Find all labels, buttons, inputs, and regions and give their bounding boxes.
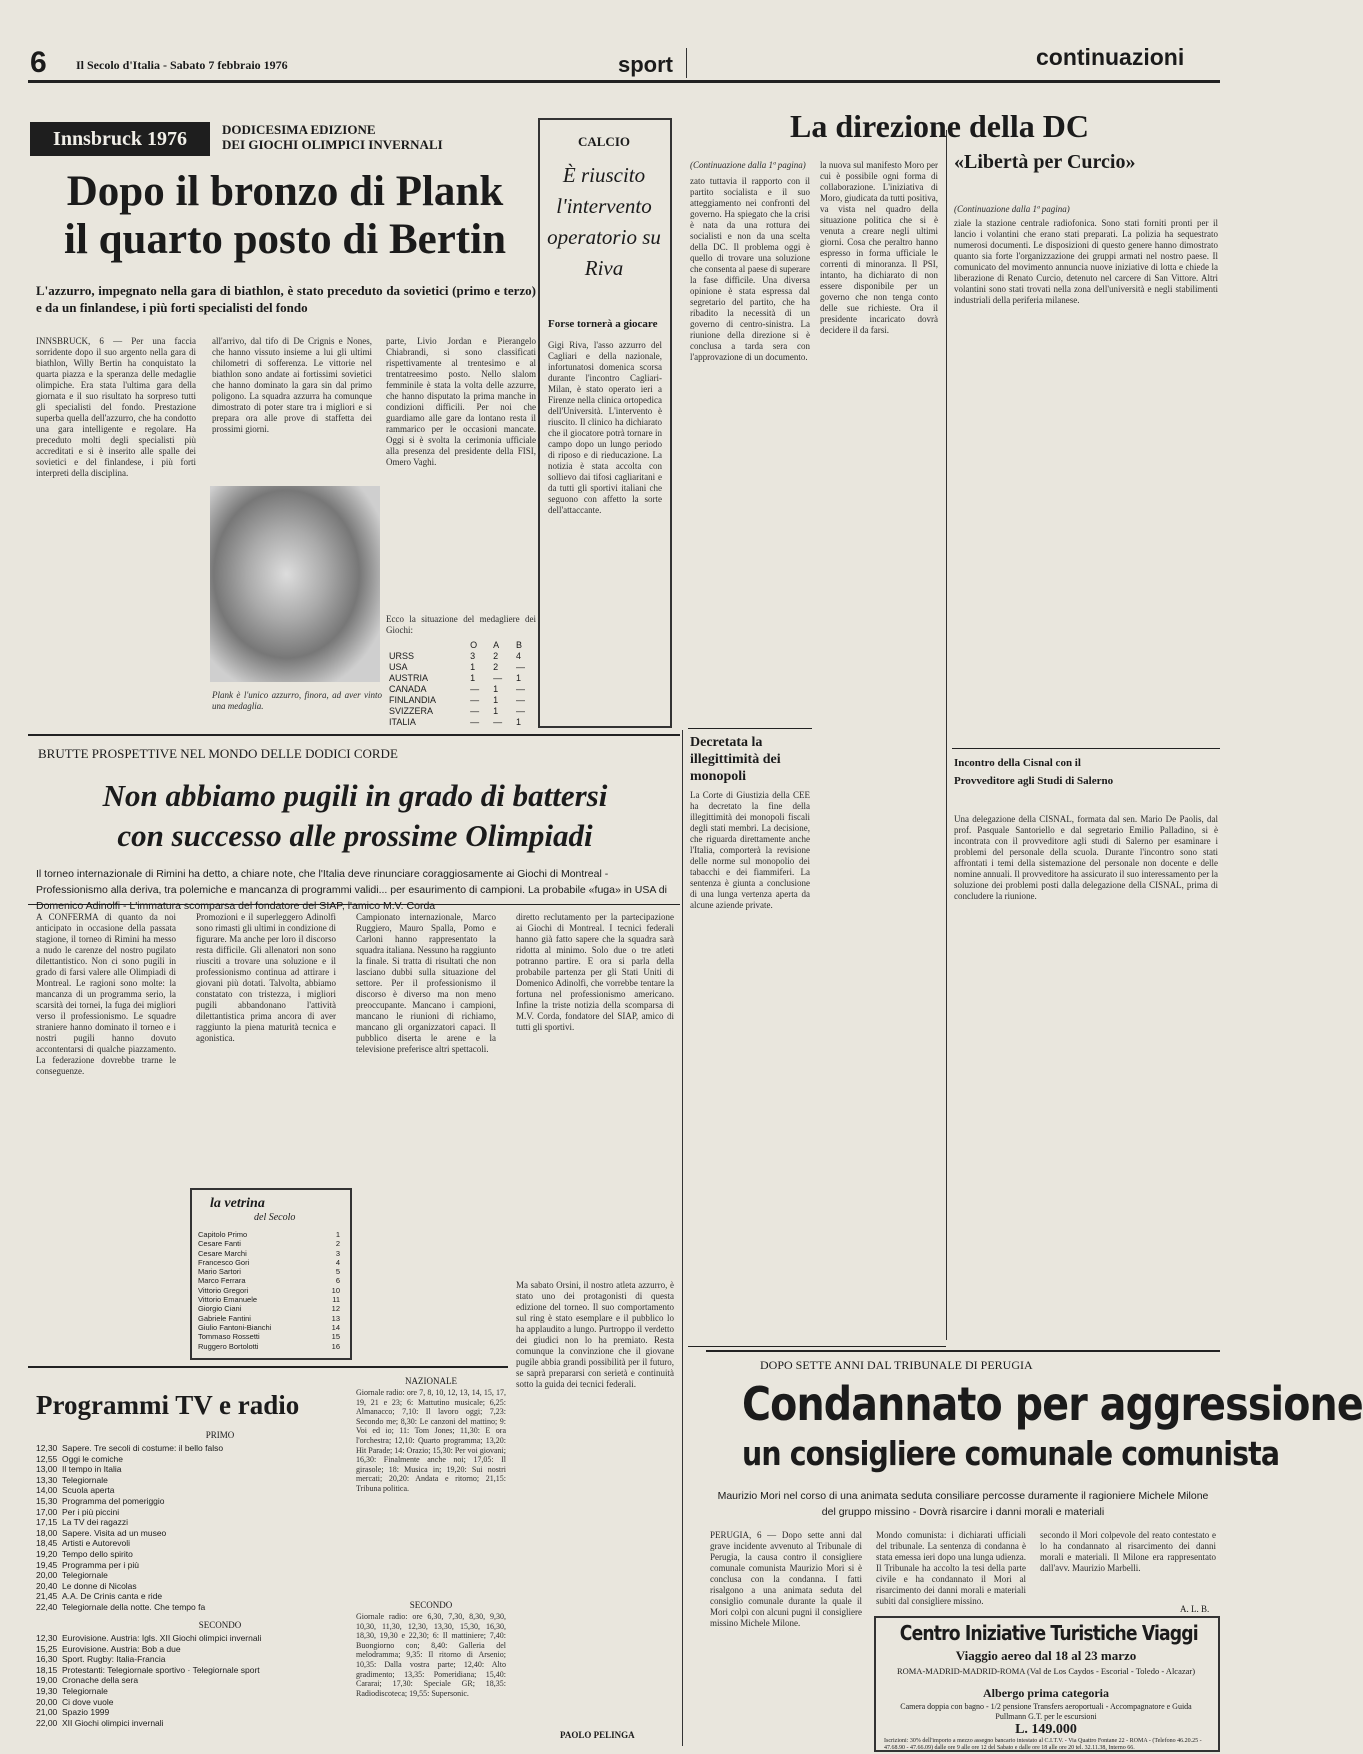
medal-gold: — <box>470 684 480 694</box>
tv-time: 19,20 <box>36 1548 58 1559</box>
tv-program: Eurovisione. Austria: Igls. XII Giochi olimpici invernali <box>62 1633 262 1643</box>
vetrina-item-rank: 11 <box>332 1295 340 1305</box>
tv-time: 13,00 <box>36 1464 58 1475</box>
tv-program: Tempo dello spirito <box>62 1548 133 1559</box>
medal-bronze: — <box>516 706 526 716</box>
medal-bronze: 1 <box>516 717 522 727</box>
section-continuazioni: continuazioni <box>1036 44 1185 70</box>
ad-title: Centro Iniziative Turistiche Viaggi <box>899 1621 1198 1645</box>
edition-line-2: DEI GIOCHI OLIMPICI INVERNALI <box>222 137 443 152</box>
innsbruck-col-3: parte, Livio Jordan e Pierangelo Chiabrandi, si sono classificati rispettivamente al trentesimo e al trentatreesimo posto. Nello slalom femminile è stata la volta delle azzurre, che hanno disputato la prima manche in condizioni difficili. Per noi che guardiamo alle gare da lontano resta il rammarico per le occasioni mancate. Oggi si è svolta la cerimonia ufficiale alla presenza del presidente della FISI, Omero Vaghi. <box>386 336 536 467</box>
vetrina-item <box>198 1276 340 1285</box>
tv-program: Telegiornale <box>62 1570 108 1581</box>
tv-program: Scuola aperta <box>62 1485 115 1496</box>
innsbruck-edition <box>222 122 443 152</box>
vetrina-item <box>198 1258 340 1267</box>
cisnal-rule <box>952 748 1220 749</box>
medal-row <box>386 717 536 728</box>
innsbruck-subhead: L'azzurro, impegnato nella gara di biathlon, è stato preceduto da sovietici (primo e terzo) e da un finlandese, i più forti specialisti del fondo <box>36 283 536 315</box>
tv-time: 22,00 <box>36 1717 58 1728</box>
medal-row <box>386 673 536 684</box>
photo-caption: Plank è l'unico azzurro, finora, ad aver vinto una medaglia. <box>212 690 382 711</box>
orsini-body: Ma sabato Orsini, il nostro atleta azzurro, è stato uno dei protagonisti di questa edizione del torneo. Il suo comportamento sul ring è stato esemplare e il pubblico lo ha applaudito a lungo. Purtroppo il verdetto dei giudici non lo ha premiato. Resta comunque la convinzione che il giovane pugile abbia grandi possibilità per il futuro, se saprà prepararsi con serietà e continuità sotto la guida dei tecnici federali. <box>516 1280 674 1389</box>
vetrina-item-rank: 16 <box>331 1341 340 1351</box>
vetrina-item <box>198 1286 340 1295</box>
medal-bronze: — <box>516 684 526 694</box>
tv-time: 12,30 <box>36 1633 58 1643</box>
tv-time: 12,30 <box>36 1443 58 1453</box>
paper-date: Il Secolo d'Italia - Sabato 7 febbraio 1976 <box>76 58 288 72</box>
tv-row <box>36 1591 326 1602</box>
tv-time: 20,00 <box>36 1570 58 1581</box>
tv-time: 17,15 <box>36 1517 58 1528</box>
medal-table <box>386 640 536 728</box>
vetrina-item <box>198 1342 340 1351</box>
decretata-headline: Decretata la illegittimità dei monopoli <box>690 735 781 784</box>
medal-gold: — <box>470 695 480 705</box>
radio-secondo-head: SECONDO <box>409 1600 453 1610</box>
tv-time: 17,00 <box>36 1506 58 1517</box>
vetrina-item-rank: 14 <box>331 1322 340 1332</box>
medal-silver: 1 <box>493 684 499 694</box>
medal-header: O <box>470 640 478 650</box>
pugili-headline <box>30 776 680 856</box>
vetrina-item-name: Gabriele Fantini <box>198 1313 251 1323</box>
vetrina-item-rank: 3 <box>335 1248 340 1258</box>
pugili-kicker: BRUTTE PROSPETTIVE NEL MONDO DELLE DODICI CORDE <box>38 746 398 761</box>
pugili-top-rule <box>28 734 680 736</box>
pugili-sub-rule <box>28 904 680 905</box>
tv-program: Le donne di Nicolas <box>62 1580 137 1591</box>
vetrina-item-name: Cesare Fanti <box>198 1239 241 1249</box>
tv-program: XII Giochi olimpici invernali <box>62 1717 164 1728</box>
liberta-continued: (Continuazione dalla 1ª pagina) <box>954 204 1070 214</box>
medal-silver: — <box>493 717 503 727</box>
innsbruck-headline <box>30 168 540 264</box>
pugili-headline-line-2: con successo alle prossime Olimpiadi <box>117 818 593 853</box>
medal-row <box>386 684 536 695</box>
radio-nazionale-body: Giornale radio: ore 7, 8, 10, 12, 13, 14, 15, 17, 19, 21 e 23; 6: Mattutino musicale; 6,25: Almanacco; 7,10: Il lavoro oggi; 7,23: Secondo me; 8,30: Le canzoni del mattino; 9: Voi ed io; 11: Tom Jones; 11,30: E ora l'orchestra; 12,10: Quarto programma; 13,20: Hit Parade; 14: Orazio; 15,30: Per voi giovani; 16,30: Finalmente anche noi; 17,05: Il girasole; 18: Musica in; 19,20: Sui nostri mercati; 20,20: Andata e ritorno; 21,15: Tribuna politica. <box>356 1388 506 1493</box>
dc-headline: La direzione della DC <box>790 108 1089 144</box>
tv-time: 16,30 <box>36 1654 58 1665</box>
medal-row <box>386 651 536 662</box>
tv-row <box>36 1538 326 1549</box>
tv-time: 20,00 <box>36 1696 58 1707</box>
tv-row <box>36 1528 326 1539</box>
medal-nation: URSS <box>389 651 415 661</box>
orsini-byline: PAOLO PELINGA <box>560 1730 635 1740</box>
tv-program: Artisti e Autorevoli <box>62 1538 131 1549</box>
perugia-byline: A. L. B. <box>1180 1604 1210 1614</box>
vetrina-item-name: Vittorio Gregori <box>198 1285 249 1295</box>
medal-header-row <box>386 640 536 651</box>
vetrina-item-name: Tommaso Rossetti <box>198 1332 260 1342</box>
tv-row <box>36 1686 326 1697</box>
medal-nation: CANADA <box>389 684 427 694</box>
vetrina-item <box>198 1304 340 1313</box>
decretata-rule <box>688 728 812 729</box>
vetrina-item-rank: 15 <box>331 1332 340 1342</box>
liberta-body: ziale la stazione centrale radiofonica. Sono stati forniti pronti per il lancio i volantini che erano stati preparati. La polizia ha sequestrato numerosi documenti. Le disposizioni di questo genere hanno dimostrato quanto sia forte l'organizzazione dei gruppi armati nel nostro paese. Il comunicato del movimento annuncia nuove iniziative di lotta e chiede la liberazione di Renato Curcio, detenuto nel carcere di San Vittore. Altri volantini sono stati trovati nella zona dell'università e negli stabilimenti industriali della periferia milanese. <box>954 218 1218 305</box>
medal-row <box>386 695 536 706</box>
medal-row <box>386 662 536 673</box>
tv-row <box>36 1517 326 1528</box>
liberta-headline: «Libertà per Curcio» <box>954 151 1136 173</box>
tv-time: 13,30 <box>36 1474 58 1485</box>
tv-time: 15,30 <box>36 1495 58 1506</box>
decretata-body: La Corte di Giustizia della CEE ha decretato la fine della illegittimità dei monopoli fiscali degli stati membri. La decisione, che riguarda direttamente anche l'Italia, comporterà la revisione delle norme sul monopolio dei tabacchi e dei fiammiferi. La sentenza è giunta a conclusione di una lunga vertenza aperta da alcune aziende private. <box>690 790 810 910</box>
tv-time: 18,45 <box>36 1538 58 1549</box>
perugia-col-2: Mondo comunista: i dichiarati ufficiali del tribunale. La sentenza di condanna è stata emessa ieri dopo una lunga udienza. Il Tribunale ha accolto la tesi della parte civile e ha condannato il Mori al risarcimento dei danni morali e materiali subiti dal consigliere missino. <box>876 1530 1026 1606</box>
tv-row <box>36 1675 326 1686</box>
dc-col-1: zato tuttavia il rapporto con il partito socialista e il suo atteggiamento nei confronti del governo. Ha spiegato che la crisi è nata da una rottura dei socialisti e non da una scelta della DC. Il problema oggi è quello di trovare una soluzione che consenta al paese di superare la fase difficile. Una diversa opinione è stata espressa dal segretario del partito, che ha ribadito la necessità di un governo di centro-sinistra. La riunione della direzione si è conclusa a tarda sera con l'approvazione di un documento. <box>690 176 810 362</box>
section-sport: sport <box>618 52 673 77</box>
medal-row <box>386 706 536 717</box>
tv-program: Sapere. Tre secoli di costume: il bello falso <box>62 1443 224 1453</box>
pugili-col-1: A CONFERMA di quanto da noi anticipato in occasione della passata stagione, il torneo di Rimini ha messo a nudo le carenze del nostro pugilato dilettantistico. Non ci sono pugili in grado di farsi valere alle Olimpiadi di Montreal. Le ragioni sono molte: la mancanza di un programma serio, la scarsità dei tornei, la fuga dei migliori verso il professionismo. Le squadre straniere hanno dominato il torneo e i nostri pugili hanno dovuto accontentarsi di qualche piazzamento. La federazione dovrebbe trarne le conseguenze. <box>36 912 176 1076</box>
tv-row <box>36 1697 326 1708</box>
medal-gold: — <box>470 717 480 727</box>
cisnal-body: Una delegazione della CISNAL, formata dal sen. Mario De Paolis, dal prof. Pasquale Santoriello e dal segretario Emilio Palladino, si è incontrata con il provveditore agli studi di Salerno per esaminare i problemi del personale della scuola. Durante l'incontro sono stati affrontati i temi della sistemazione del personale non docente e delle nomine annuali. Il provveditore ha assicurato il suo interessamento per la soluzione dei problemi posti dalla delegazione della CISNAL, prima di concludere la riunione. <box>954 814 1218 901</box>
vetrina-item <box>198 1239 340 1248</box>
tv-row <box>36 1718 326 1729</box>
vetrina-item-name: Giulio Fantoni-Bianchi <box>198 1322 272 1332</box>
perugia-headline-2: un consigliere comunale comunista <box>741 1434 1280 1473</box>
medal-gold: 1 <box>470 673 476 683</box>
tv-program: Programma del pomeriggio <box>62 1495 165 1506</box>
tv-program: Telegiornale <box>62 1474 108 1485</box>
vetrina-item <box>198 1332 340 1341</box>
tv-row <box>36 1475 326 1486</box>
vetrina-item <box>198 1323 340 1332</box>
innsbruck-kicker: Innsbruck 1976 <box>30 122 210 156</box>
tv-top-rule <box>28 1366 508 1368</box>
medal-nation: ITALIA <box>389 717 416 727</box>
pugili-subhead: Il torneo internazionale di Rimini ha detto, a chiare note, che l'Italia deve rinunciare coraggiosamente ai Giochi di Montreal - Professionismo alla deriva, tra polemiche e mancanza di programmi validi... per esaurimento di campioni. La probabile «fuga» in USA di Domenico Adinolfi - L'immatura scomparsa del fondatore del SIAP, l'amico M.V. Corda <box>36 868 667 912</box>
vetrina-item-rank: 10 <box>331 1285 340 1295</box>
tv-program: Per i più piccini <box>62 1506 120 1517</box>
calcio-kicker: CALCIO <box>577 134 630 149</box>
tv-row <box>36 1581 326 1592</box>
tv-secondo-label: SECONDO <box>198 1620 242 1630</box>
tv-program: Oggi le comiche <box>62 1453 123 1464</box>
tv-row <box>36 1602 326 1613</box>
tv-row <box>36 1443 326 1454</box>
tv-row <box>36 1654 326 1665</box>
calcio-body: Gigi Riva, l'asso azzurro del Cagliari e della nazionale, infortunatosi domenica scorsa durante l'incontro Cagliari-Milan, è stato operato ieri a Firenze nella clinica ortopedica dell'Università. L'intervento è riuscito. Il clinico ha dichiarato che il giocatore potrà tornare in campo dopo un lungo periodo di riposo e di rieducazione. La notizia è stata accolta con sollievo dai tifosi cagliaritani e da tutti gli sportivi italiani che seguono con affetto la sorte dell'attaccante. <box>548 340 662 515</box>
ad-footer: Iscrizioni: 30% dell'importo a mezzo assegno bancario intestato al C.I.T.V. - Via Quattro Fontane 22 - ROMA - (Telefono 46.20.25 - 47.68.90 - 47.66.09) dalle ore 9 alle ore 12 del Sabato e dalle ore 18 alle ore 20 tel. 32.11.38, Interno 66. <box>884 1738 1202 1751</box>
tv-title: Programmi TV e radio <box>36 1390 300 1420</box>
ad-price: L. 149.000 <box>1015 1722 1077 1737</box>
innsbruck-col-2: all'arrivo, dal tifo di De Crignis e Nones, che hanno vissuto insieme a lui gli ultimi chilometri di sofferenza. Le vittorie nel biathlon sono andate ai fortissimi sovietici che hanno dominato la gara sin dal primo poligono. La squadra azzurra ha comunque dimostrato di poter stare tra i migliori e si prepara ora alle prove di staffetta dei prossimi giorni. <box>212 336 372 434</box>
page-number: 6 <box>30 46 47 79</box>
medal-bronze: — <box>516 662 526 672</box>
vetrina-item-rank: 12 <box>331 1304 340 1314</box>
tv-program: Ci dove vuole <box>62 1696 114 1707</box>
ad-hotel: Albergo prima categoria <box>983 1686 1109 1700</box>
tv-time: 12,55 <box>36 1453 58 1464</box>
masthead-rule <box>28 80 1220 83</box>
tv-row <box>36 1570 326 1581</box>
tv-program: Programma per i più <box>62 1559 140 1570</box>
tv-row <box>36 1454 326 1465</box>
tv-time: 14,00 <box>36 1485 58 1496</box>
pugili-col-4: diretto reclutamento per la partecipazione ai Giochi di Montreal. I tecnici federali hanno già fatto sapere che la squadra sarà ridotta al minimo. Solo due o tre atleti potranno partire. E ora si parla della probabile partenza per gli Stati Uniti di Domenico Adinolfi, che vorrebbe tentare la fortuna nel professionismo americano. Infine la triste notizia della scomparsa di M.V. Corda, fondatore del SIAP, amico di tutti gli sportivi. <box>516 912 674 1032</box>
innsbruck-col-1: INNSBRUCK, 6 — Per una faccia sorridente dopo il suo argento nella gara di biathlon, Willy Bertin ha conquistato la quarta piazza e la speranza delle medaglie olimpiche. Era stata l'ultima gara della giornata e il suo risultato ha sorpreso tutti gli specialisti del fondo. Prestazione superba quella dell'azzurro, che ha condotto una gara intelligente e regolare. Ha preceduto molti degli specialisti più accreditati e si è inserito alle spalle dei sovietici e del finlandese, i più forti interpreti della disciplina. <box>36 336 196 478</box>
pugili-col-2: Promozioni e il superleggero Adinolfi sono rimasti gli ultimi in condizione di figurare. Ma anche per loro il discorso resta difficile. Gli allenatori non sono riusciti a trovare una soluzione e il professionismo continua ad attirare i giovani più dotati. Talvolta, abbiamo constatato con tristezza, i migliori pugili abbandonano l'attività dilettantistica prima ancora di aver raggiunto la piena maturità tecnica e agonistica. <box>196 912 336 1043</box>
tv-program: Protestanti: Telegiornale sportivo · Telegiornale sport <box>62 1664 260 1675</box>
vetrina-item-rank: 13 <box>331 1313 340 1323</box>
medal-silver: 1 <box>493 706 499 716</box>
medal-nation: USA <box>389 662 408 672</box>
vetrina-item-rank: 4 <box>335 1257 340 1267</box>
pugili-col-3: Campionato internazionale, Marco Ruggiero, Mauro Spalla, Pomo e Carloni hanno rappresentato la squadra italiana. Nessuno ha raggiunto la finale. Si tratta di risultati che non lasciano dubbi sulla situazione del settore. Per il professionismo il discorso è diverso ma non meno preoccupante. Mancano i campioni, mancano le riunioni di richiamo, mancano gli organizzatori capaci. Il pubblico diserta le arene e la televisione preferisce altri spettacoli. <box>356 912 496 1054</box>
tv-secondo-list <box>36 1633 326 1728</box>
section-rule <box>688 1346 946 1347</box>
vetrina-item-rank: 2 <box>335 1239 340 1249</box>
column-divider <box>682 730 683 1746</box>
tv-time: 22,40 <box>36 1601 58 1612</box>
tv-primo-list <box>36 1443 326 1613</box>
tv-program: Telegiornale <box>62 1685 108 1696</box>
perugia-col-3: secondo il Mori colpevole del reato contestato e lo ha condannato al risarcimento dei danni morali e materiali. Il Milone era rappresentato dall'avv. Maurizio Marbelli. <box>1040 1530 1216 1573</box>
tv-program: A.A. De Crinis canta e ride <box>62 1591 163 1602</box>
medal-bronze: 1 <box>516 673 522 683</box>
medal-nation: AUSTRIA <box>389 673 429 683</box>
perugia-col-1: PERUGIA, 6 — Dopo sette anni dal grave incidente avvenuto al Tribunale di Perugia, la causa contro il consigliere comunale comunista Maurizio Mori si è conclusa con la condanna. I fatti risalgono a una animata seduta del consiglio comunale durante la quale il Mori colpì con alcuni pugni il consigliere missino Michele Milone. <box>710 1530 862 1628</box>
tv-time: 15,25 <box>36 1643 58 1654</box>
tv-row <box>36 1644 326 1655</box>
medal-nation: FINLANDIA <box>389 695 437 705</box>
tv-row <box>36 1560 326 1571</box>
tv-time: 21,45 <box>36 1591 58 1602</box>
vetrina-item-name: Ruggero Bortolotti <box>198 1341 259 1351</box>
radio-secondo-body: Giornale radio: ore 6,30, 7,30, 8,30, 9,30, 10,30, 11,30, 12,30, 13,30, 15,30, 16,30, 18,30, 19,30 e 22,30; 6: Il mattiniere; 7,40: Buongiorno con; 8,40: Galleria del melodramma; 9,35: Il ritorno di Arsenio; 10,35: Dalla vostra parte; 12,40: Alto gradimento; 13,35: Pomeridiana; 15,40: Cararai; 17,30: Speciale GR; 18,35: Radiodiscoteca; 19,55: Supersonic. <box>356 1612 506 1698</box>
tv-time: 19,45 <box>36 1559 58 1570</box>
tv-primo-label: PRIMO <box>205 1430 235 1440</box>
tv-time: 18,15 <box>36 1664 58 1675</box>
vetrina-item-name: Capitolo Primo <box>198 1230 248 1239</box>
calcio-headline: È riuscito l'intervento operatorio su Riva <box>547 163 661 280</box>
perugia-top-rule <box>706 1350 1220 1352</box>
pugili-headline-line-1: Non abbiamo pugili in grado di battersi <box>102 778 608 813</box>
medal-gold: 1 <box>470 662 476 672</box>
tv-time: 18,00 <box>36 1527 58 1538</box>
vetrina-item <box>198 1230 340 1239</box>
medal-nation: SVIZZERA <box>389 706 434 716</box>
tv-row <box>36 1485 326 1496</box>
vetrina-item-name: Cesare Marchi <box>198 1248 247 1258</box>
tv-program: Spazio 1999 <box>62 1707 110 1718</box>
headline-line-2: il quarto posto di Bertin <box>64 216 506 263</box>
medal-gold: — <box>470 706 480 716</box>
ad-dates: Viaggio aereo dal 18 al 23 marzo <box>955 1648 1137 1663</box>
ad-route: ROMA-MADRID-MADRID-ROMA (Val de Los Caydos - Escorial - Toledo - Alcazar) <box>896 1666 1196 1676</box>
vetrina-list <box>198 1230 340 1351</box>
column-divider <box>946 130 947 1340</box>
medal-bronze: — <box>516 695 526 705</box>
vetrina-item-name: Francesco Gori <box>198 1257 250 1267</box>
vetrina-item <box>198 1249 340 1258</box>
vetrina-item-name: Marco Ferrara <box>198 1276 246 1286</box>
perugia-headline-1: Condannato per aggressione <box>741 1377 1363 1431</box>
medal-header: A <box>493 640 500 650</box>
vetrina-item-name: Giorgio Ciani <box>198 1304 242 1314</box>
tv-time: 21,00 <box>36 1707 58 1718</box>
tv-program: Sapere. Visita ad un museo <box>62 1527 167 1538</box>
calcio-subhead: Forse tornerà a giocare <box>548 318 658 330</box>
tv-row <box>36 1665 326 1676</box>
tv-program: Telegiornale della notte. Che tempo fa <box>62 1601 206 1612</box>
skier-photo <box>210 486 380 682</box>
vetrina-item-name: Vittorio Emanuele <box>198 1295 258 1305</box>
tv-program: La TV dei ragazzi <box>62 1517 128 1528</box>
medal-silver: 1 <box>493 695 499 705</box>
ad-details: Camera doppia con bagno - 1/2 pensione Transfers aeroportuali - Accompagnatore e Guida Pullmann G.T. per le escursioni <box>900 1702 1192 1721</box>
vetrina-item-rank: 1 <box>335 1230 340 1239</box>
tv-program: Sport. Rugby: Italia-Francia <box>62 1654 166 1665</box>
vetrina-item <box>198 1267 340 1276</box>
tv-time: 19,30 <box>36 1685 58 1696</box>
dc-continued: (Continuazione dalla 1ª pagina) <box>690 160 806 170</box>
medal-gold: 3 <box>470 651 476 661</box>
tv-program: Eurovisione. Austria: Bob a due <box>62 1643 181 1654</box>
tv-row <box>36 1549 326 1560</box>
tv-time: 20,40 <box>36 1580 58 1591</box>
vetrina-item <box>198 1314 340 1323</box>
vetrina-item <box>198 1295 340 1304</box>
medal-intro: Ecco la situazione del medagliere dei Giochi: <box>386 614 536 635</box>
tv-row <box>36 1496 326 1507</box>
vetrina-title: la vetrina <box>210 1196 265 1211</box>
tv-row <box>36 1707 326 1718</box>
vetrina-item-name: Mario Sartori <box>198 1267 241 1277</box>
vetrina-subtitle: del Secolo <box>254 1212 296 1223</box>
medal-bronze: 4 <box>516 651 522 661</box>
vetrina-item-rank: 6 <box>335 1276 340 1286</box>
medal-silver: 2 <box>493 662 499 672</box>
medal-silver: 2 <box>493 651 499 661</box>
tv-program: Il tempo in Italia <box>62 1464 122 1475</box>
tv-program: Cronache della sera <box>62 1675 139 1686</box>
radio-nazionale-head: NAZIONALE <box>405 1376 457 1386</box>
cisnal-headline: Incontro della Cisnal con il Provveditore agli Studi di Salerno <box>954 757 1114 787</box>
tv-row <box>36 1464 326 1475</box>
tv-row <box>36 1633 326 1644</box>
tv-row <box>36 1507 326 1518</box>
medal-header: B <box>516 640 523 650</box>
medal-silver: — <box>493 673 503 683</box>
perugia-subhead: Maurizio Mori nel corso di una animata seduta consiliare percosse duramente il ragioniere Michele Milone del gruppo missino - Dovrà risarcire i danni morali e materiali <box>717 1490 1209 1518</box>
perugia-kicker: DOPO SETTE ANNI DAL TRIBUNALE DI PERUGIA <box>760 1358 1033 1372</box>
tv-time: 19,00 <box>36 1675 58 1686</box>
dc-col-2: la nuova sul manifesto Moro per cui è possibile ogni forma di collaborazione. L'iniziativa di Moro, giudicata da tutti positiva, va vista nel quadro della situazione politica che si è venuta a creare negli ultimi giorni. Cosa che peraltro hanno espresso in forma ufficiale le correnti di minoranza. Il PSI, intanto, ha dichiarato di non essere disponibile per un governo che non tenga conto delle sue richieste. Ora il presidente incaricato dovrà decidere il da farsi. <box>820 160 938 335</box>
headline-line-1: Dopo il bronzo di Plank <box>66 168 504 215</box>
masthead-divider <box>686 48 687 78</box>
edition-line-1: DODICESIMA EDIZIONE <box>222 122 376 137</box>
vetrina-item-rank: 5 <box>335 1267 340 1277</box>
